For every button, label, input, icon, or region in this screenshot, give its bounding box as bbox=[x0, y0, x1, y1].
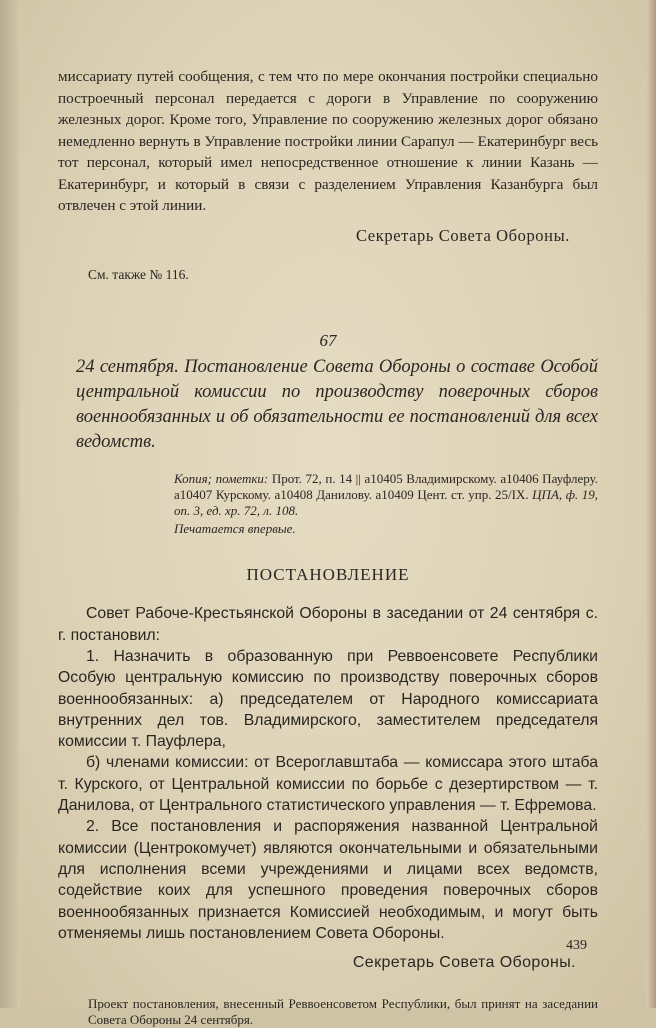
signature-secretary-2: Секретарь Совета Обороны. bbox=[352, 954, 576, 972]
document-number: 67 bbox=[319, 330, 337, 350]
resolution-paragraph: Совет Рабоче-Крестьянской Обороны в заседании от 24 сентября с. г. постановил: bbox=[58, 605, 598, 644]
resolution-heading: ПОСТАНОВЛЕНИЕ bbox=[246, 564, 410, 584]
source-text: Прот. 72, п. 14 || а10405 Владимирскому. а10406 Пауфлеру. а10407 Курскому. а10408 Данилову. а10409 Цент. ст. упр. 25/IX. bbox=[174, 471, 598, 502]
document-title: 24 сентября. Постановление Совета Обороны о составе Особой центральной комиссии по производству поверочных сборов военнообязанных и об обязательности ее постановлений для всех ведомств. bbox=[76, 357, 598, 452]
printed-first-note: Печатается впервые. bbox=[174, 521, 296, 537]
resolution-paragraph: 2. Все постановления и распоряжения названной Центральной комиссии (Центрокомучет) являются окончательными и обязательными для исполнения всеми учреждениями и лицами всех ведомств, содействие коих для успешного проведения поверочных сборов военнообязанных признается Комиссией необходимым, и могут быть отменяемы лишь постановлением Совета Обороны. bbox=[58, 818, 598, 942]
see-also-note: См. также № 116. bbox=[88, 267, 189, 282]
page-binding-edge bbox=[0, 0, 20, 1008]
page-number: 439 bbox=[566, 938, 587, 953]
page-outer-edge bbox=[646, 0, 656, 1008]
top-paragraph: миссариату путей сообщения, с тем что по мере окончания постройки специально построечный персонал передается с дороги в Управление по сооружению железных дорог. Кроме того, Управление по сооружению железных дорог обязано немедленно вернуть в Управление постройки линии Сарапул — Екатеринбург весь тот персонал, который имел непосредственное отношение к линии Казань — Екатеринбург, и который в связи с разделением Управления Казанбурга был отвлечен с этой линии. bbox=[58, 68, 598, 214]
source-note bbox=[174, 471, 598, 518]
resolution-paragraph: б) членами комиссии: от Всероглавштаба — комиссара этого штаба т. Курского, от Центральной комиссии по борьбе с дезертирством — т. Данилова, от Центрального статистического управления — т. Ефремова. bbox=[58, 754, 598, 815]
source-archive: ЦПА, ф. 19, оп. 3, ед. хр. 72, л. 108. bbox=[174, 486, 598, 518]
footnote: Проект постановления, внесенный Реввоенсоветом Республики, был принят на заседании Совета Обороны 24 сентября. bbox=[88, 995, 598, 1027]
resolution-body bbox=[58, 603, 598, 944]
page-content bbox=[58, 66, 598, 1028]
source-label: Копия; пометки: bbox=[174, 471, 269, 486]
resolution-paragraph: 1. Назначить в образованную при Реввоенсовете Республики Особую центральную комиссию по производству поверочных сборов военнообязанных: а) председателем от Народного комиссариата внутренних дел тов. Владимирского, заместителем председателя комиссии т. Пауфлера, bbox=[58, 647, 598, 751]
signature-secretary-1: Секретарь Совета Обороны. bbox=[356, 225, 570, 245]
